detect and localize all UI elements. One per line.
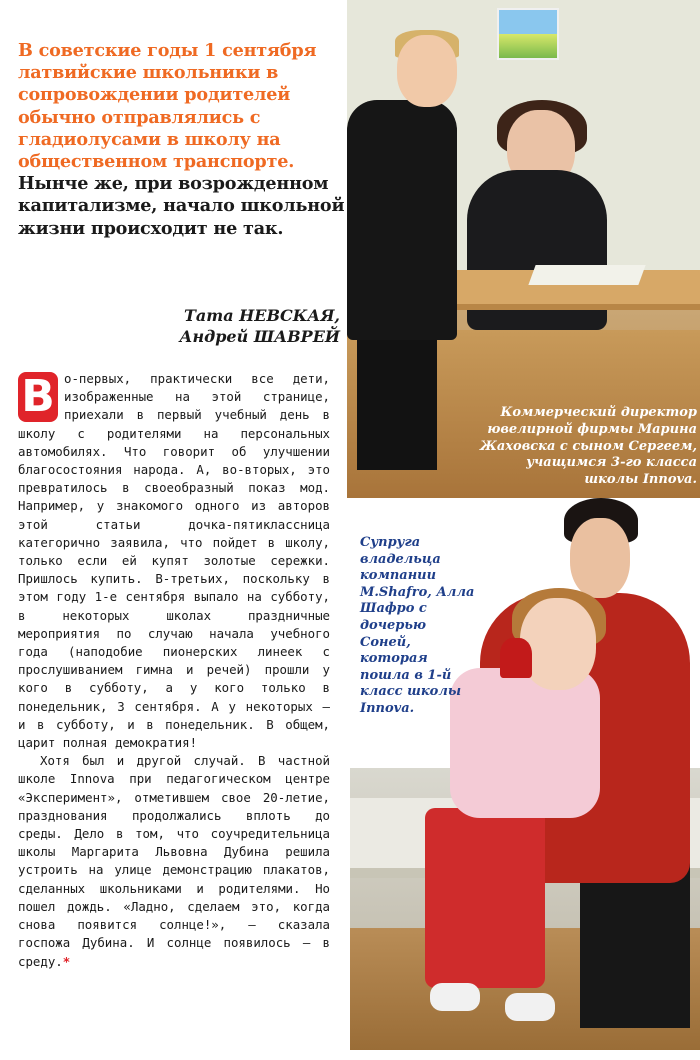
- lead-paragraph: [18, 40, 348, 240]
- school-bell: [500, 638, 532, 678]
- drop-cap: В: [18, 372, 58, 422]
- article-body: [18, 370, 330, 971]
- mother-figure: [570, 518, 630, 598]
- wall-picture: [497, 8, 559, 60]
- boy-figure: [397, 35, 457, 107]
- author-name: Андрей ШАВРЕЙ: [179, 327, 340, 346]
- article-paragraph: [18, 752, 330, 970]
- mother-figure: [580, 858, 690, 1028]
- paragraph-text: о-первых, практически все дети, изображенные на этой странице, приехали в первый учебный день в школу с родителями на персональных автомобилях. Что говорит об улучшении благосостояния народа. А, во-вторых, это превратилось в своеобразный показ мод. Например, у знакомого одного из авторов этой статьи дочка-пятиклассница категорично заявила, что пойдет в школу, только если ей купят золотые сережки. Пришлось купить. В-третьих, поскольку в этом году 1-е сентября выпало на субботу, в некоторых школах праздничные мероприятия по случаю начала учебного года (наподобие пионерских линеек с прослушиванием гимна и речей) прошли у кого в субботу, а у кого только в понедельник, 3 сентября. А у некоторых – и в субботу, и в понедельник. В общем, царит полная демократия!: [18, 371, 330, 751]
- boy-figure: [357, 320, 437, 470]
- paragraph-text: Хотя был и другой случай. В частной школе Innova при педагогическом центре «Эксперимент», отметившем свое 20-летие, празднования продолжались вплоть до среды. Дело в том, что соучредительница школы Маргарита Львовна Дубина решила устроить на улице демонстрацию плакатов, сделанных школьниками и родителями. Но пошел дождь. «Ладно, сделаем это, когда снова появится солнце!», – сказала госпожа Дубина. И солнце появилось – в среду.: [18, 753, 330, 969]
- girl-figure: [425, 808, 545, 988]
- end-mark: *: [62, 953, 71, 969]
- lead-dark-text: Нынче же, при возрожденном капитализме, начало школьной жизни происходит не так.: [18, 173, 345, 239]
- photo-caption: Коммерческий директор ювелирной фирмы Марина Жаховска с сыном Сергеем, учащимся 3-го класса школы Innova.: [479, 405, 697, 488]
- boy-figure: [347, 100, 457, 340]
- photo-director-with-son: [347, 0, 700, 498]
- author-name: Тата НЕВСКАЯ,: [184, 306, 340, 325]
- girl-shoe: [430, 983, 480, 1011]
- photo-caption: Супруга владельца компании M.Shafro, Алла Шафро с дочерью Соней, которая пошла в 1-й класс школы Innova.: [360, 535, 475, 716]
- girl-shoe: [505, 993, 555, 1021]
- article-paragraph: [18, 370, 330, 752]
- lead-orange-text: В советские годы 1 сентября латвийские школьники в сопровождении родителей обычно отправлялись с гладиолусами в школу на общественном транспорте.: [18, 40, 317, 173]
- authors-byline: [100, 305, 340, 347]
- book: [528, 265, 645, 285]
